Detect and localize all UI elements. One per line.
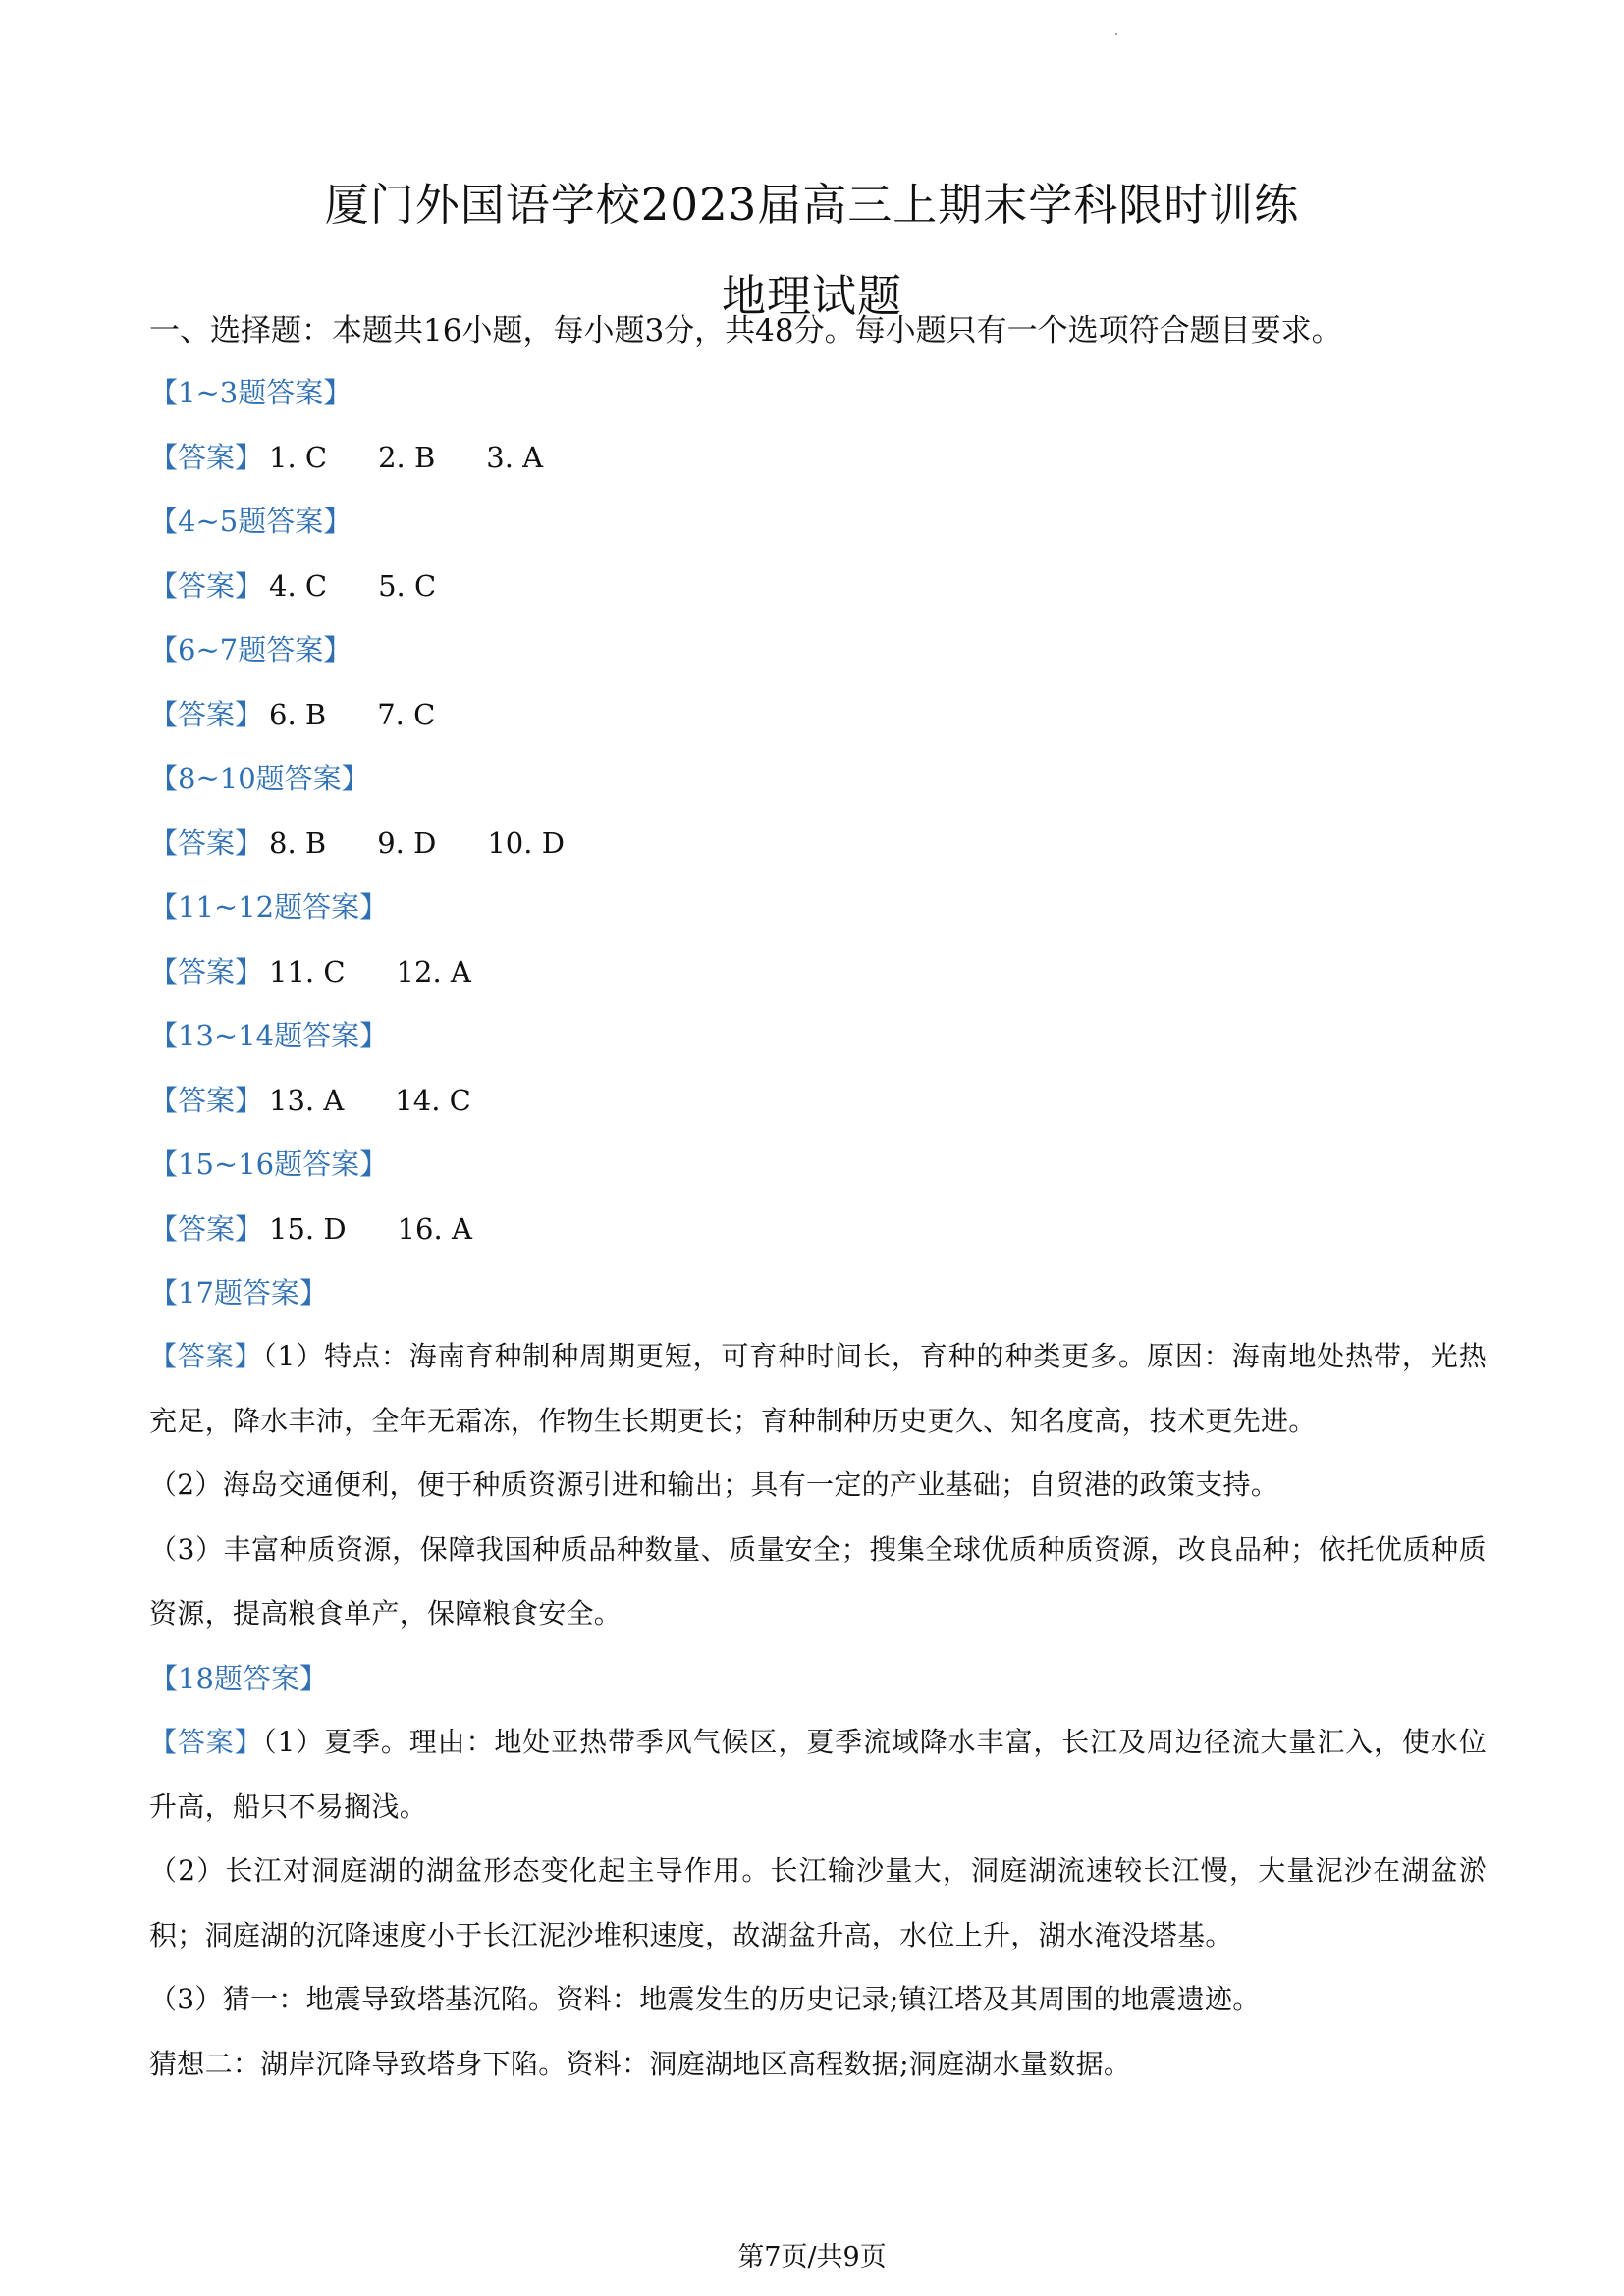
- answer-label: 【答案】: [149, 698, 264, 731]
- answer-row-15-16: [149, 1209, 523, 1249]
- answer-item: 14. C: [395, 1084, 471, 1117]
- answer-item: 12. A: [396, 955, 471, 988]
- q18-answer: [149, 1710, 1487, 2096]
- answer-label: 【答案】: [149, 569, 264, 603]
- answer-row-8-10: [149, 824, 616, 863]
- group-heading-8-10: 【8~10题答案】: [149, 762, 370, 795]
- q18-part3: （3）猜一：地震导致塔基沉陷。资料：地震发生的历史记录;镇江塔及其周围的地震遗迹。: [149, 1983, 1261, 2015]
- answer-label: 【答案】: [149, 1340, 263, 1372]
- answer-label: 【答案】: [149, 1084, 264, 1117]
- q18-part1-text: （1）夏季。理由：地处亚热带季风气候区，夏季流域降水丰富，长江及周边径流大量汇入，使水位升高，船只不易搁浅。: [149, 1726, 1487, 1823]
- page-footer: 第7页/共9页: [737, 2242, 887, 2272]
- q18-part4: 猜想二：湖岸沉降导致塔身下陷。资料：洞庭湖地区高程数据;洞庭湖水量数据。: [149, 2047, 1132, 2080]
- answer-item: 9. D: [377, 827, 437, 860]
- group-heading-6-7: 【6~7题答案】: [149, 633, 352, 667]
- answer-item: 6. B: [269, 698, 327, 731]
- answer-item: 2. B: [378, 441, 436, 474]
- answer-item: 8. B: [269, 827, 327, 860]
- group-heading-11-12: 【11~12题答案】: [149, 890, 389, 924]
- group-heading-13-14: 【13~14题答案】: [149, 1019, 389, 1052]
- q17-part2: （2）海岛交通便利，便于种质资源引进和输出；具有一定的产业基础；自贸港的政策支持。: [149, 1468, 1279, 1501]
- answer-row-6-7: [149, 695, 486, 734]
- answer-label: 【答案】: [149, 1726, 263, 1758]
- group-heading-4-5: 【4~5题答案】: [149, 505, 352, 538]
- q17-heading: 【17题答案】: [149, 1276, 328, 1309]
- group-heading-1-3: 【1~3题答案】: [149, 376, 352, 409]
- answer-item: 15. D: [269, 1212, 347, 1246]
- answer-row-1-3: [149, 438, 594, 477]
- answer-label: 【答案】: [149, 827, 264, 860]
- page-subtitle: 地理试题: [721, 270, 902, 323]
- answer-label: 【答案】: [149, 441, 264, 474]
- answer-label: 【答案】: [149, 955, 264, 988]
- section-heading: 一、选择题：本题共16小题，每小题3分，共48分。每小题只有一个选项符合题目要求。: [149, 313, 1342, 348]
- answer-label: 【答案】: [149, 1212, 264, 1246]
- answer-item: 13. A: [269, 1084, 345, 1117]
- answer-item: 11. C: [269, 955, 346, 988]
- group-heading-15-16: 【15~16题答案】: [149, 1148, 389, 1181]
- answer-item: 4. C: [269, 569, 328, 603]
- answer-row-13-14: [149, 1081, 522, 1120]
- q17-part1: [149, 1324, 1487, 1453]
- q17-part1-text: （1）特点：海南育种制种周期更短，可育种时间长，育种的种类更多。原因：海南地处热带，光热充足，降水丰沛，全年无霜冻，作物生长期更长；育种制种历史更久、知名度高，技术更先进。: [149, 1340, 1487, 1437]
- answer-item: 16. A: [397, 1212, 472, 1246]
- answer-row-4-5: [149, 566, 487, 606]
- scan-speck: [1115, 33, 1117, 35]
- answer-item: 7. C: [377, 698, 436, 731]
- answer-row-11-12: [149, 952, 522, 991]
- q18-part2: （2）长江对洞庭湖的湖盆形态变化起主导作用。长江输沙量大，洞庭湖流速较长江慢，大量泥沙在湖盆淤积；洞庭湖的沉降速度小于长江泥沙堆积速度，故湖盆升高，水位上升，湖水淹没塔基。: [149, 1854, 1487, 1951]
- q17-part3: （3）丰富种质资源，保障我国种质品种数量、质量安全；搜集全球优质种质资源，改良品种；依托优质种质资源，提高粮食单产，保障粮食安全。: [149, 1532, 1487, 1629]
- answer-item: 10. D: [487, 827, 565, 860]
- q18-part1: [149, 1710, 1487, 1839]
- answer-item: 1. C: [269, 441, 328, 474]
- q17-answer: [149, 1324, 1487, 1646]
- answer-item: 5. C: [378, 569, 437, 603]
- page-title: 厦门外国语学校2023届高三上期末学科限时训练: [324, 179, 1300, 232]
- q18-heading: 【18题答案】: [149, 1662, 328, 1695]
- answer-item: 3. A: [486, 441, 544, 474]
